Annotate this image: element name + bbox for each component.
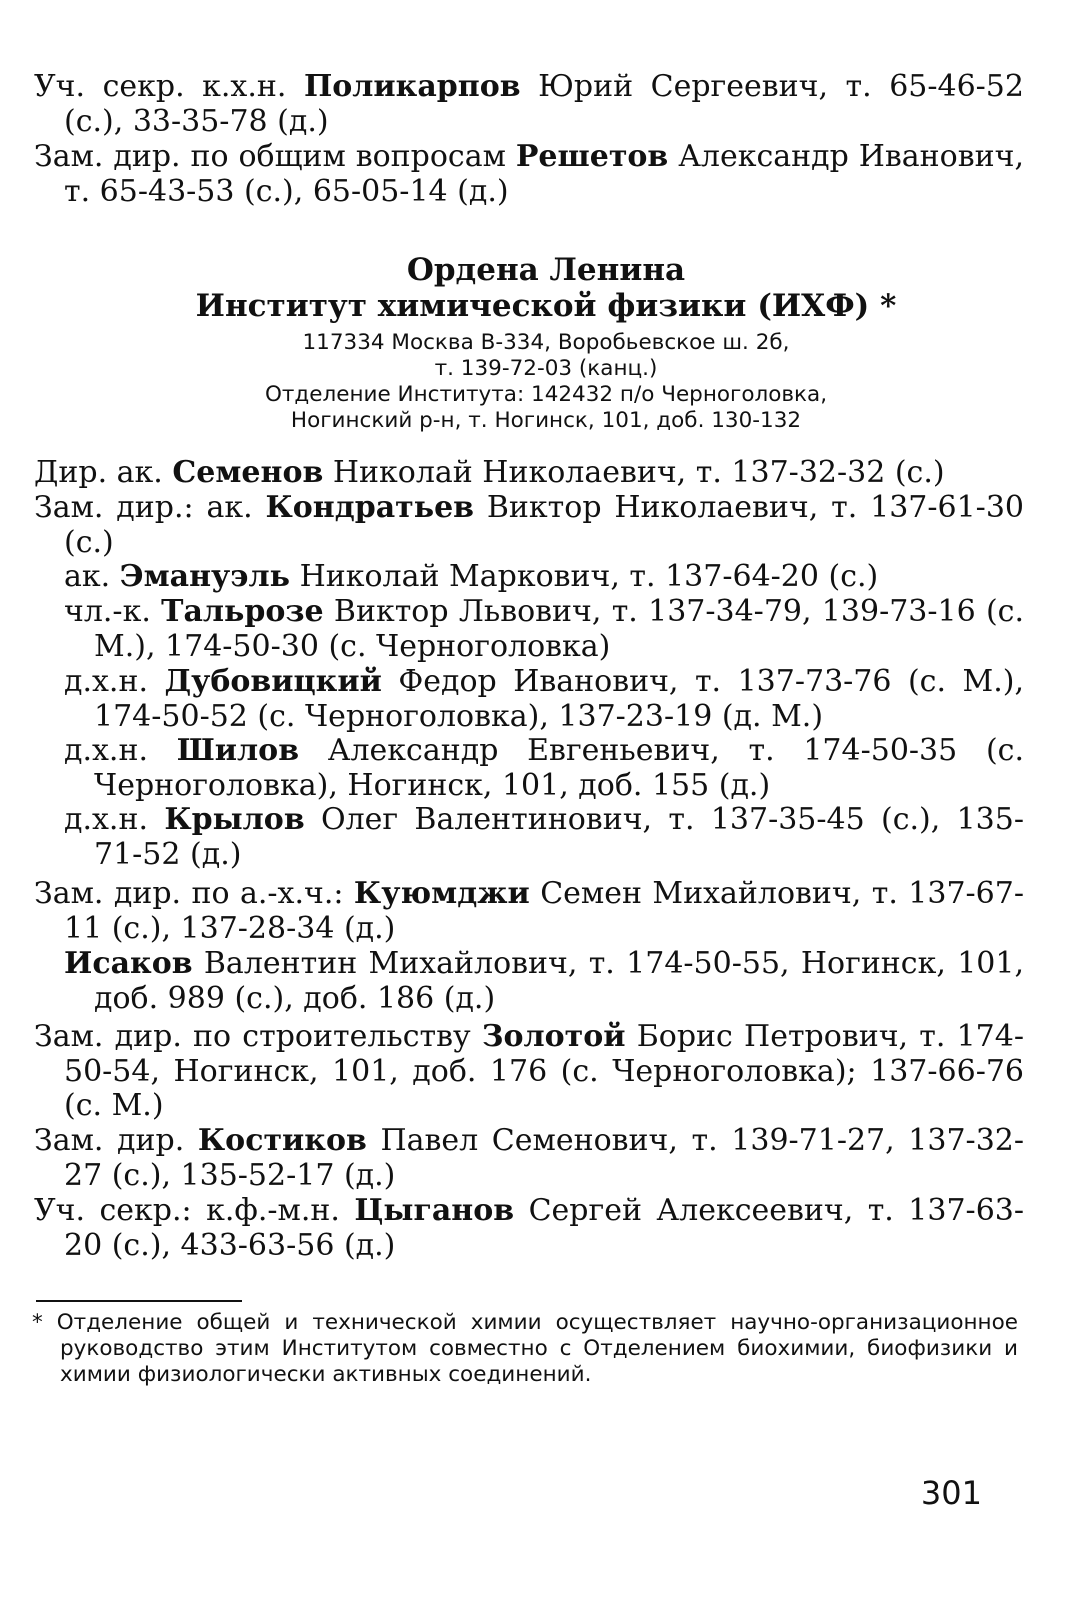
staff-entry-deputy-director: Зам. дир.: ак. Кондратьев Виктор Николаевич, т. 137-61-30 (с.) xyxy=(34,490,1024,560)
address-line: Отделение Института: 142432 п/о Черноголовка, xyxy=(264,382,828,407)
institute-title xyxy=(0,252,1092,324)
person-surname: Куюмджи xyxy=(353,876,530,911)
person-surname: Поликарпов xyxy=(303,69,521,104)
address-line: 117334 Москва В-334, Воробьевское ш. 2б, xyxy=(302,330,790,355)
person-surname: Цыганов xyxy=(354,1193,515,1228)
staff-entry-deputy-director: д.х.н. Шилов Александр Евгеньевич, т. 174-50-35 (с. Черноголовка), Ногинск, 101, доб. 155 (д.) xyxy=(64,733,1024,803)
address-line: Ногинский р-н, т. Ногинск, 101, доб. 130-132 xyxy=(290,408,802,433)
institute-name: Институт химической физики (ИХФ) * xyxy=(195,288,897,324)
person-surname: Шилов xyxy=(176,733,300,768)
person-surname: Дубовицкий xyxy=(164,664,382,699)
staff-entry-deputy-director: Зам. дир. Костиков Павел Семенович, т. 139-71-27, 137-32-27 (с.), 135-52-17 (д.) xyxy=(34,1123,1025,1193)
person-surname: Тальрозе xyxy=(161,594,324,629)
person-surname: Решетов xyxy=(515,139,669,174)
staff-entry-deputy-director: чл.-к. Тальрозе Виктор Львович, т. 137-34-79, 139-73-16 (с. М.), 174-50-30 (с. Черноголовка) xyxy=(64,594,1025,664)
person-surname: Эмануэль xyxy=(119,559,291,594)
staff-entry-deputy-director-admin: Исаков Валентин Михайлович, т. 174-50-55, Ногинск, 101, доб. 989 (с.), доб. 186 (д.) xyxy=(64,946,1024,1016)
person-surname: Кондратьев xyxy=(265,490,475,525)
staff-entry-deputy-director-construction: Зам. дир. по строительству Золотой Борис Петрович, т. 174-50-54, Ногинск, 101, доб. 176 (с. Черноголовка); 137-66-76 (с. М.) xyxy=(34,1019,1024,1123)
top-entry-scientific-secretary: Уч. секр. к.х.н. Поликарпов Юрий Сергеевич, т. 65-46-52 (с.), 33-35-78 (д.) xyxy=(34,69,1024,139)
staff-entry-deputy-director: ак. Эмануэль Николай Маркович, т. 137-64-20 (с.) xyxy=(64,559,879,594)
footnote: * Отделение общей и технической химии осуществляет научно-организационное руководство этим Институтом совместно с Отделением биохимии, биофизики и химии физиологически активных соединений. xyxy=(32,1310,1018,1387)
institute-order: Ордена Ленина xyxy=(406,252,686,288)
address-line: т. 139-72-03 (канц.) xyxy=(434,356,658,381)
institute-address xyxy=(0,330,1092,434)
person-surname: Исаков xyxy=(64,946,193,981)
staff-entry-deputy-director: д.х.н. Дубовицкий Федор Иванович, т. 137-73-76 (с. М.), 174-50-52 (с. Черноголовка), 137-23-19 (д. М.) xyxy=(64,664,1024,734)
person-surname: Семенов xyxy=(172,455,324,490)
person-surname: Крылов xyxy=(164,802,305,837)
staff-entry-deputy-director-admin: Зам. дир. по а.-х.ч.: Куюмджи Семен Михайлович, т. 137-67-11 (с.), 137-28-34 (д.) xyxy=(34,876,1024,946)
person-surname: Золотой xyxy=(481,1019,626,1054)
staff-entry-deputy-director: д.х.н. Крылов Олег Валентинович, т. 137-35-45 (с.), 135-71-52 (д.) xyxy=(64,802,1024,872)
person-surname: Костиков xyxy=(197,1123,367,1158)
footnote-divider xyxy=(36,1300,242,1302)
staff-entry-director: Дир. ак. Семенов Николай Николаевич, т. 137-32-32 (с.) xyxy=(34,455,945,490)
staff-entry-scientific-secretary: Уч. секр.: к.ф.-м.н. Цыганов Сергей Алексеевич, т. 137-63-20 (с.), 433-63-56 (д.) xyxy=(34,1193,1025,1263)
page-number: 301 xyxy=(920,1474,982,1512)
top-entry-deputy-director-general: Зам. дир. по общим вопросам Решетов Александр Иванович, т. 65-43-53 (с.), 65-05-14 (д.) xyxy=(34,139,1024,209)
